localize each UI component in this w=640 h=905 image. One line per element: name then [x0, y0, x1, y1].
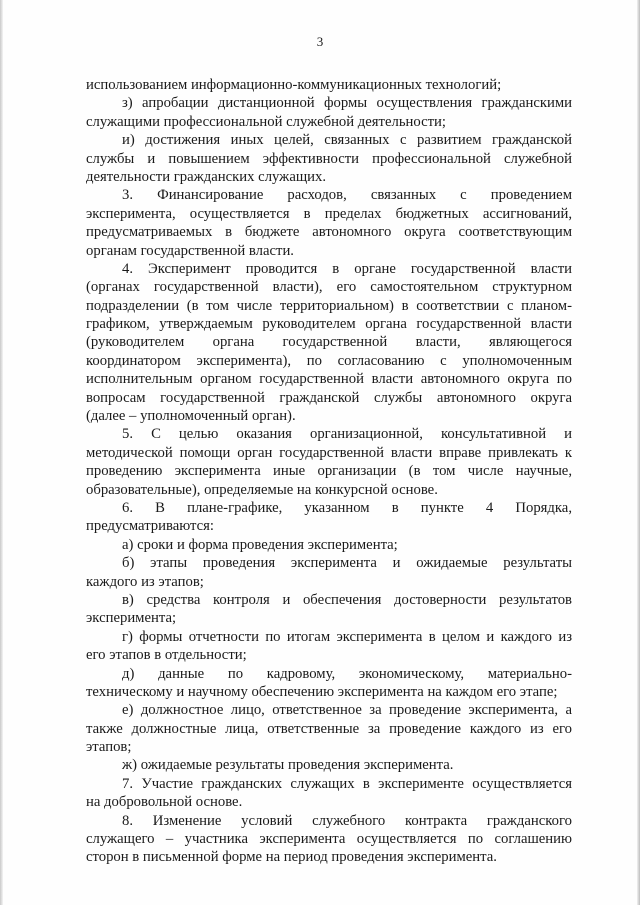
text-line: вопросам государственной гражданской службы автономного округа	[86, 389, 572, 406]
text-line: предусматриваются:	[86, 518, 214, 535]
text-line: 8. Изменение условий служебного контракта гражданского	[122, 812, 572, 829]
text-line: з) апробации дистанционной формы осуществления гражданскими	[122, 95, 572, 112]
text-line: (органах государственной власти), его самостоятельном структурном	[86, 279, 572, 296]
text-line: подразделении (в том числе территориальном) в соответствии с планом-	[86, 297, 572, 314]
document-body	[86, 76, 572, 867]
text-line: 7. Участие гражданских служащих в эксперименте осуществляется	[122, 775, 572, 792]
text-line: 5. С целью оказания организационной, консультативной и	[122, 426, 572, 443]
text-line: (далее – уполномоченный орган).	[86, 408, 296, 425]
text-line: служащего – участника эксперимента осуществляется по соглашению	[86, 831, 572, 848]
text-line: служащими профессиональной служебной деятельности;	[86, 113, 446, 130]
text-line: в) средства контроля и обеспечения достоверности результатов	[122, 591, 572, 608]
text-line: образовательные), определяемые на конкурсной основе.	[86, 481, 438, 498]
text-line: б) этапы проведения эксперимента и ожидаемые результаты	[122, 555, 572, 572]
text-line: сторон в письменной форме на период проведения эксперимента.	[86, 849, 497, 866]
text-line: также должностные лица, ответственные за проведение каждого из его	[86, 720, 572, 737]
text-line: каждого из этапов;	[86, 573, 204, 590]
text-line: службы и повышением эффективности профессиональной служебной	[86, 150, 572, 167]
text-line: его этапов в отдельности;	[86, 647, 247, 664]
text-line: координатором эксперимента), по согласованию с уполномоченным	[86, 352, 572, 369]
text-line: и) достижения иных целей, связанных с развитием гражданской	[122, 132, 572, 149]
text-line: эксперимента;	[86, 610, 177, 627]
text-line: методической помощи орган государственной власти вправе привлекать к	[86, 444, 572, 461]
text-line: проведению эксперимента иные организации (в том числе научные,	[86, 463, 572, 480]
text-line: техническому и научному обеспечению эксперимента на каждом его этапе;	[86, 683, 558, 700]
text-line: исполнительным органом государственной власти автономного округа по	[86, 371, 572, 388]
text-line: г) формы отчетности по итогам эксперимента в целом и каждого из	[122, 628, 572, 645]
text-line: на добровольной основе.	[86, 794, 243, 811]
text-line: этапов;	[86, 739, 132, 756]
text-line: е) должностное лицо, ответственное за проведение эксперимента, а	[122, 702, 572, 719]
text-line: органам государственной власти.	[86, 242, 294, 259]
text-line: 3. Финансирование расходов, связанных с проведением	[122, 187, 572, 204]
text-line: использованием информационно-коммуникационных технологий;	[86, 77, 502, 93]
text-line: эксперимента, осуществляется в пределах бюджетных ассигнований,	[86, 205, 572, 222]
text-line: а) сроки и форма проведения эксперимента;	[122, 536, 398, 553]
text-line: 6. В плане-графике, указанном в пункте 4 Порядка,	[122, 499, 572, 516]
text-line: д) данные по кадровому, экономическому, материально-	[122, 665, 572, 682]
scan-edge-left	[0, 0, 3, 905]
text-line: (руководителем органа государственной власти, являющегося	[86, 334, 572, 351]
text-line: ж) ожидаемые результаты проведения эксперимента.	[122, 757, 454, 774]
page-number: 3	[316, 34, 324, 49]
text-line: деятельности гражданских служащих.	[86, 168, 327, 185]
text-line: графиком, утверждаемым руководителем органа государственной власти	[86, 316, 572, 333]
text-line: предусматриваемых в бюджете автономного округа соответствующим	[86, 224, 572, 241]
text-line: 4. Эксперимент проводится в органе государственной власти	[122, 260, 572, 277]
